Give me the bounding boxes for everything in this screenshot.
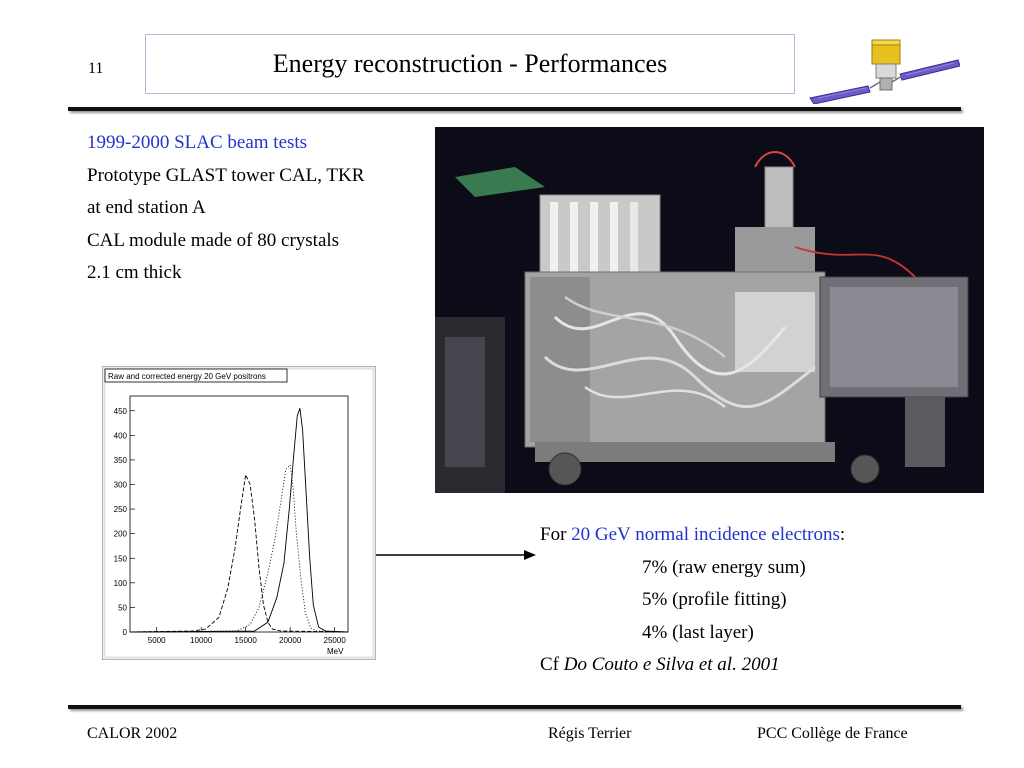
x-tick-label: 5000 <box>147 636 166 645</box>
slide-number: 11 <box>88 60 104 77</box>
y-tick-label: 0 <box>122 628 127 637</box>
results-text <box>540 519 845 682</box>
result-item-3: 4% (last layer) <box>642 621 754 643</box>
result-item-1: 7% (raw energy sum) <box>642 556 806 578</box>
slide-title: Energy reconstruction - Performances <box>272 49 668 78</box>
bottom-divider <box>68 705 961 709</box>
intro-text <box>87 127 364 290</box>
prototype-photo <box>435 127 984 493</box>
x-tick-label: 10000 <box>190 636 213 645</box>
intro-line-1: 1999-2000 SLAC beam tests <box>87 132 308 153</box>
results-prefix: For <box>540 524 572 545</box>
footer-author: Régis Terrier <box>548 725 632 742</box>
x-tick-label: 20000 <box>279 636 302 645</box>
y-tick-label: 250 <box>113 505 127 515</box>
title-box <box>145 34 795 94</box>
x-tick-label: 25000 <box>323 636 346 645</box>
pointer-arrow <box>376 545 536 565</box>
satellite-logo <box>808 36 960 104</box>
intro-line-5: 2.1 cm thick <box>87 262 182 283</box>
y-tick-label: 350 <box>113 455 127 465</box>
x-tick-label: 15000 <box>234 636 257 645</box>
y-tick-label: 200 <box>113 529 127 539</box>
y-tick-label: 150 <box>113 554 127 564</box>
y-tick-label: 400 <box>113 431 127 441</box>
reference-prefix: Cf <box>540 654 564 675</box>
intro-line-2: Prototype GLAST tower CAL, TKR <box>87 164 365 186</box>
footer-institution: PCC Collège de France <box>757 725 908 742</box>
energy-histogram <box>102 366 376 660</box>
histogram-xlabel: MeV <box>327 647 344 656</box>
reference-citation: Do Couto e Silva et al. 2001 <box>563 654 780 675</box>
results-highlight: 20 GeV normal incidence electrons <box>571 524 840 545</box>
top-divider <box>68 107 961 111</box>
y-tick-label: 50 <box>118 603 127 613</box>
intro-line-3: at end station A <box>87 197 206 218</box>
intro-line-4: CAL module made of 80 crystals <box>87 229 340 251</box>
results-colon: : <box>839 524 846 545</box>
reference-line <box>540 649 845 682</box>
footer-conference: CALOR 2002 <box>87 725 178 742</box>
histogram-title: Raw and corrected energy 20 GeV positrons <box>108 372 266 381</box>
result-item-2: 5% (profile fitting) <box>642 589 787 610</box>
results-heading <box>540 519 845 552</box>
y-tick-label: 300 <box>113 480 127 490</box>
y-tick-label: 100 <box>113 578 127 588</box>
y-tick-label: 450 <box>113 406 127 416</box>
